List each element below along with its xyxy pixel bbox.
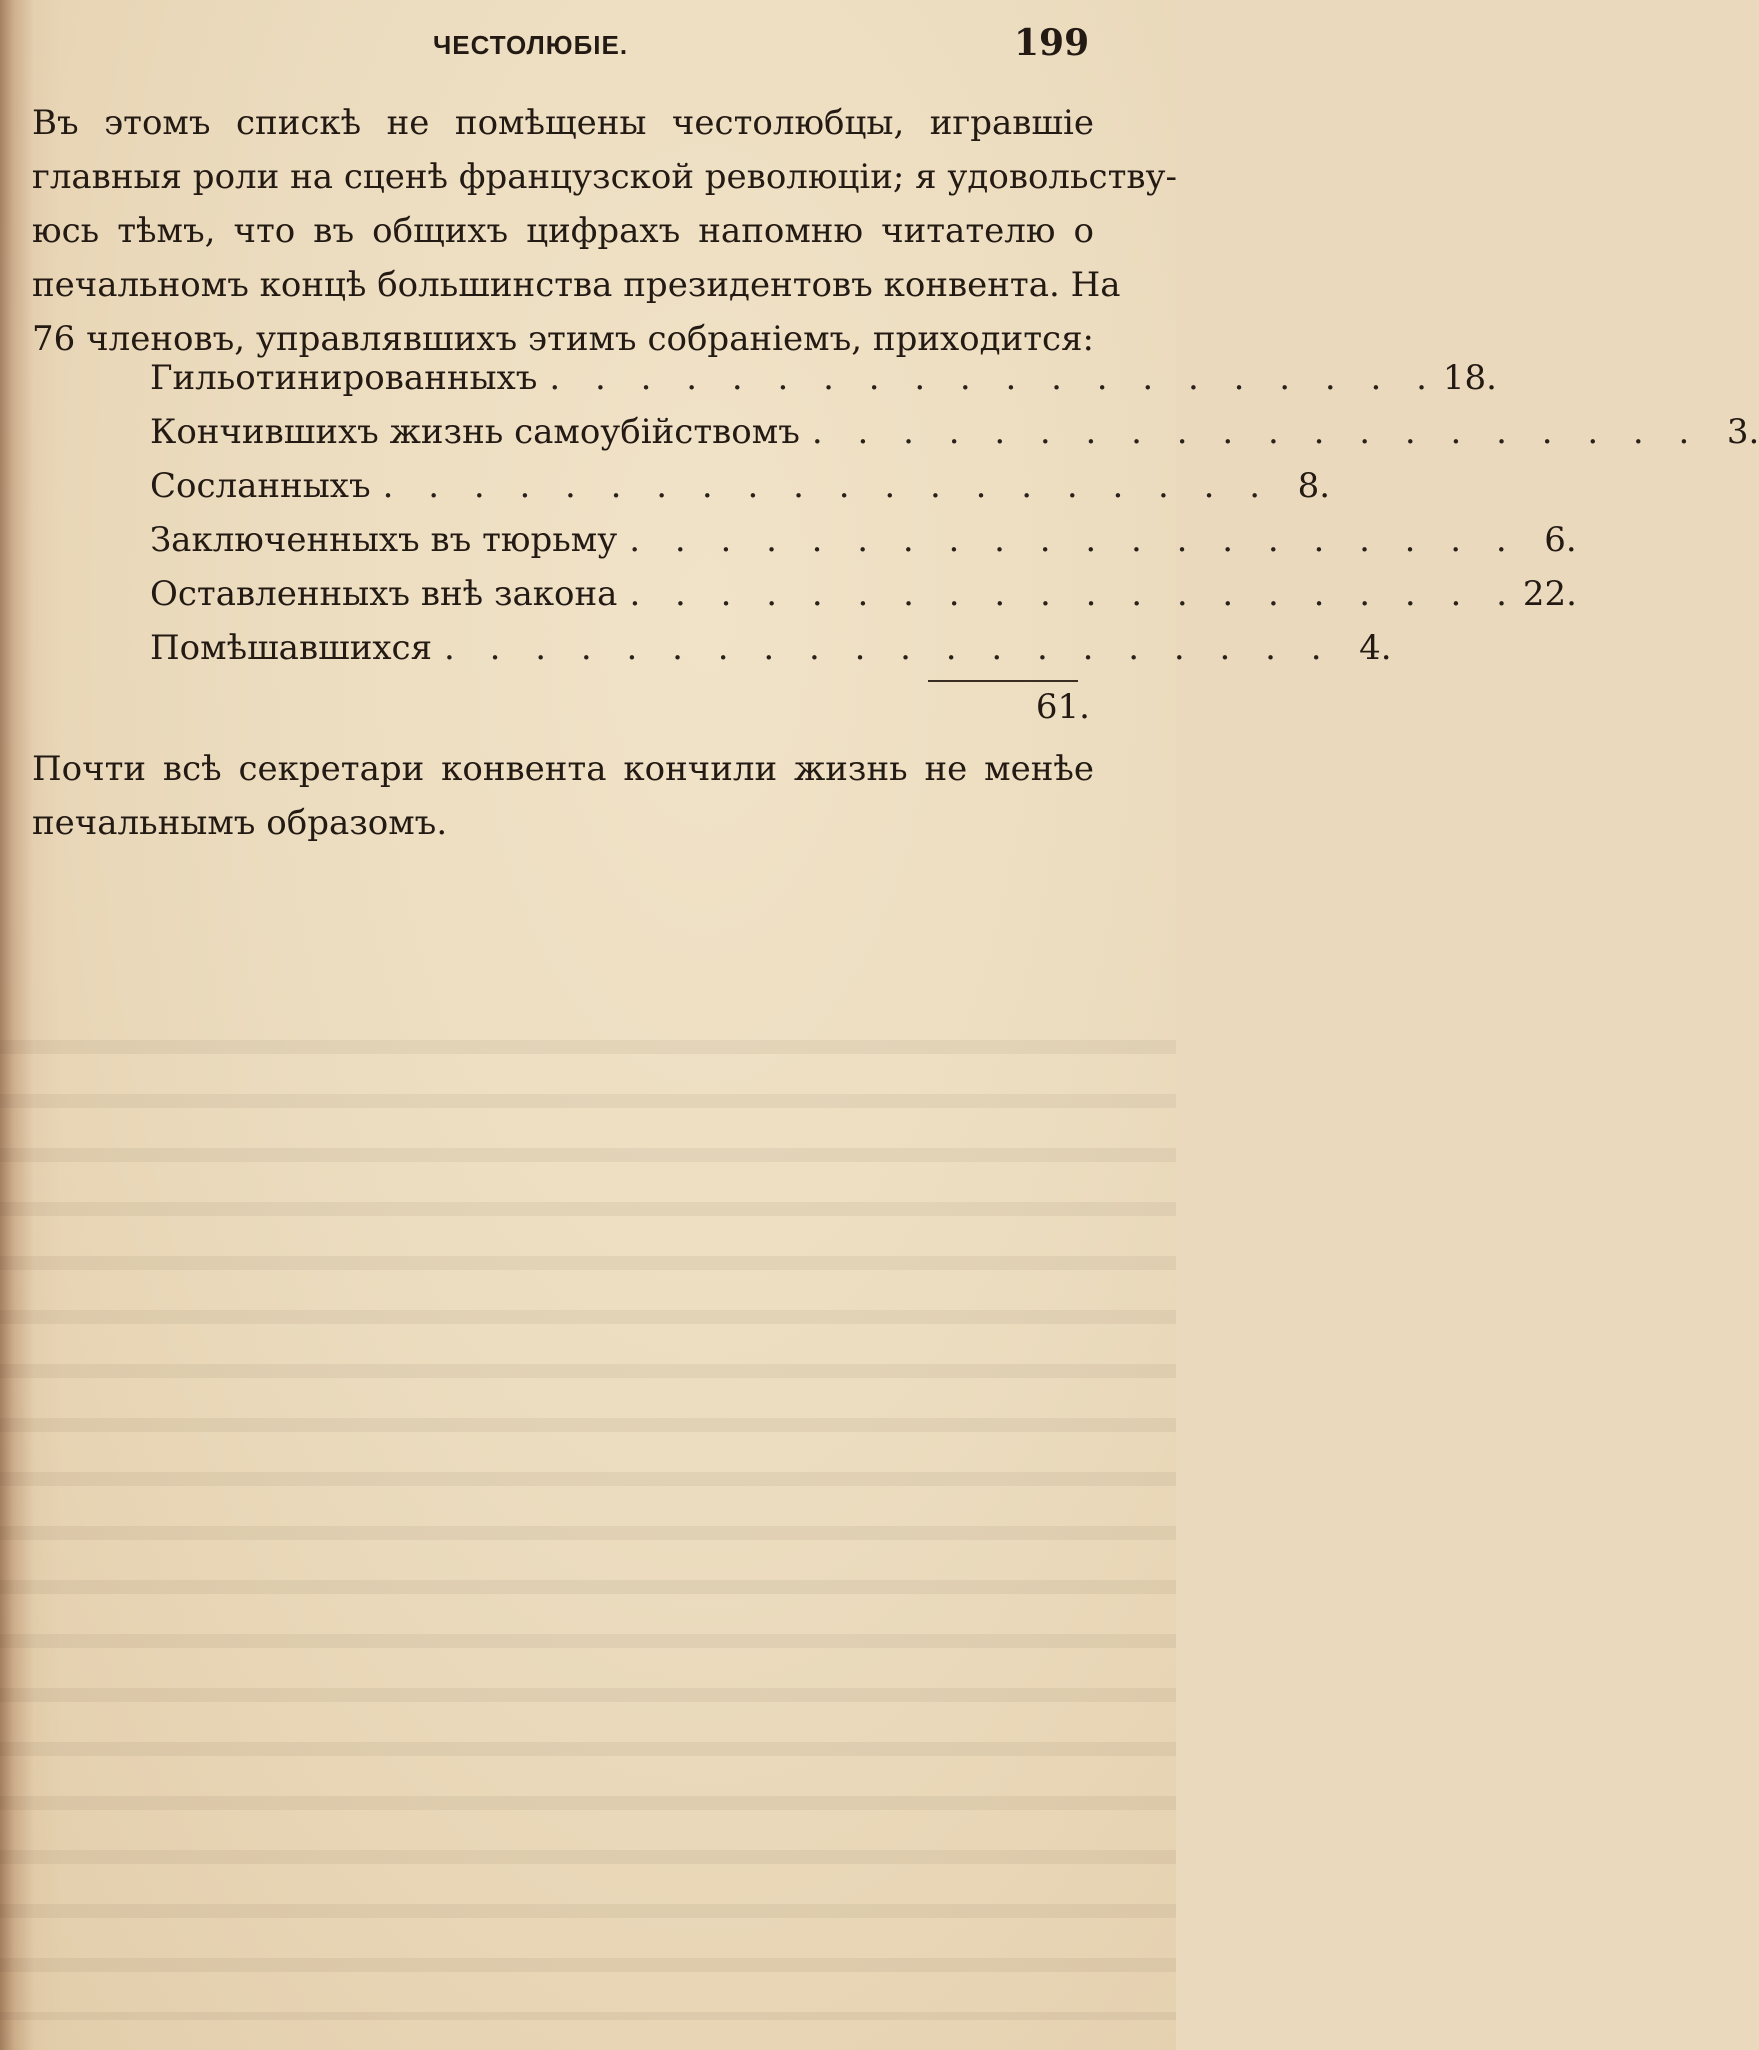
list-item-value: 4. bbox=[1359, 628, 1392, 668]
list-item-label: Помѣшавшихся bbox=[150, 628, 433, 668]
text-line: юсь тѣмъ, что въ общихъ цифрахъ напомню читателю о bbox=[32, 211, 1094, 251]
list-item-value: 8. bbox=[1297, 466, 1331, 506]
list-item-label: Кончившихъ жизнь самоубійствомъ bbox=[150, 412, 800, 452]
list-item bbox=[150, 412, 1759, 466]
list-item bbox=[150, 520, 1577, 574]
dot-leader: . . . . . . . . . . . . . . . . . . . . bbox=[444, 628, 1334, 668]
page-header bbox=[0, 22, 1176, 72]
list-item-value: 6. bbox=[1544, 520, 1577, 560]
list-item-label: Сосланныхъ bbox=[150, 466, 371, 506]
text-line: 76 членовъ, управлявшихъ этимъ собраніемъ, приходится: bbox=[32, 319, 1094, 359]
list-item bbox=[150, 628, 1392, 682]
list-item bbox=[150, 358, 1497, 412]
list-item-value: 22. bbox=[1522, 574, 1577, 614]
list-item bbox=[150, 466, 1331, 520]
dot-leader: . . . . . . . . . . . . . . . . . . . . bbox=[811, 412, 1702, 452]
running-title: ЧЕСТОЛЮБІЕ. bbox=[433, 30, 629, 60]
list-total: 61. bbox=[1035, 687, 1090, 727]
list-item-label: Заключенныхъ въ тюрьму bbox=[150, 520, 618, 560]
show-through-texture bbox=[0, 1040, 1176, 2020]
list-item-value: 3. bbox=[1726, 412, 1759, 452]
page-number: 199 bbox=[1014, 22, 1090, 64]
text-line: Въ этомъ спискѣ не помѣщены честолюбцы, игравшіе bbox=[32, 103, 1094, 143]
dot-leader: . . . . . . . . . . . . . . . . . . . . bbox=[629, 520, 1519, 560]
text-line: Почти всѣ секретари конвента кончили жизнь не менѣе bbox=[32, 749, 1094, 789]
statistics-list bbox=[150, 358, 1759, 682]
dot-leader: . . . . . . . . . . . . . . . . . . . . bbox=[549, 358, 1439, 398]
text-line: главныя роли на сценѣ французской революціи; я удовольству- bbox=[32, 157, 1178, 197]
dot-leader: . . . . . . . . . . . . . . . . . . . . bbox=[382, 466, 1273, 506]
list-item-label: Гильотинированныхъ bbox=[150, 358, 538, 398]
text-line: печальномъ концѣ большинства президентовъ конвента. На bbox=[32, 265, 1121, 305]
list-item bbox=[150, 574, 1577, 628]
list-item-label: Оставленныхъ внѣ закона bbox=[150, 574, 618, 614]
dot-leader: . . . . . . . . . . . . . . . . . . . . bbox=[629, 574, 1519, 614]
list-item-value: 18. bbox=[1442, 358, 1497, 398]
text-line: печальнымъ образомъ. bbox=[32, 803, 448, 843]
